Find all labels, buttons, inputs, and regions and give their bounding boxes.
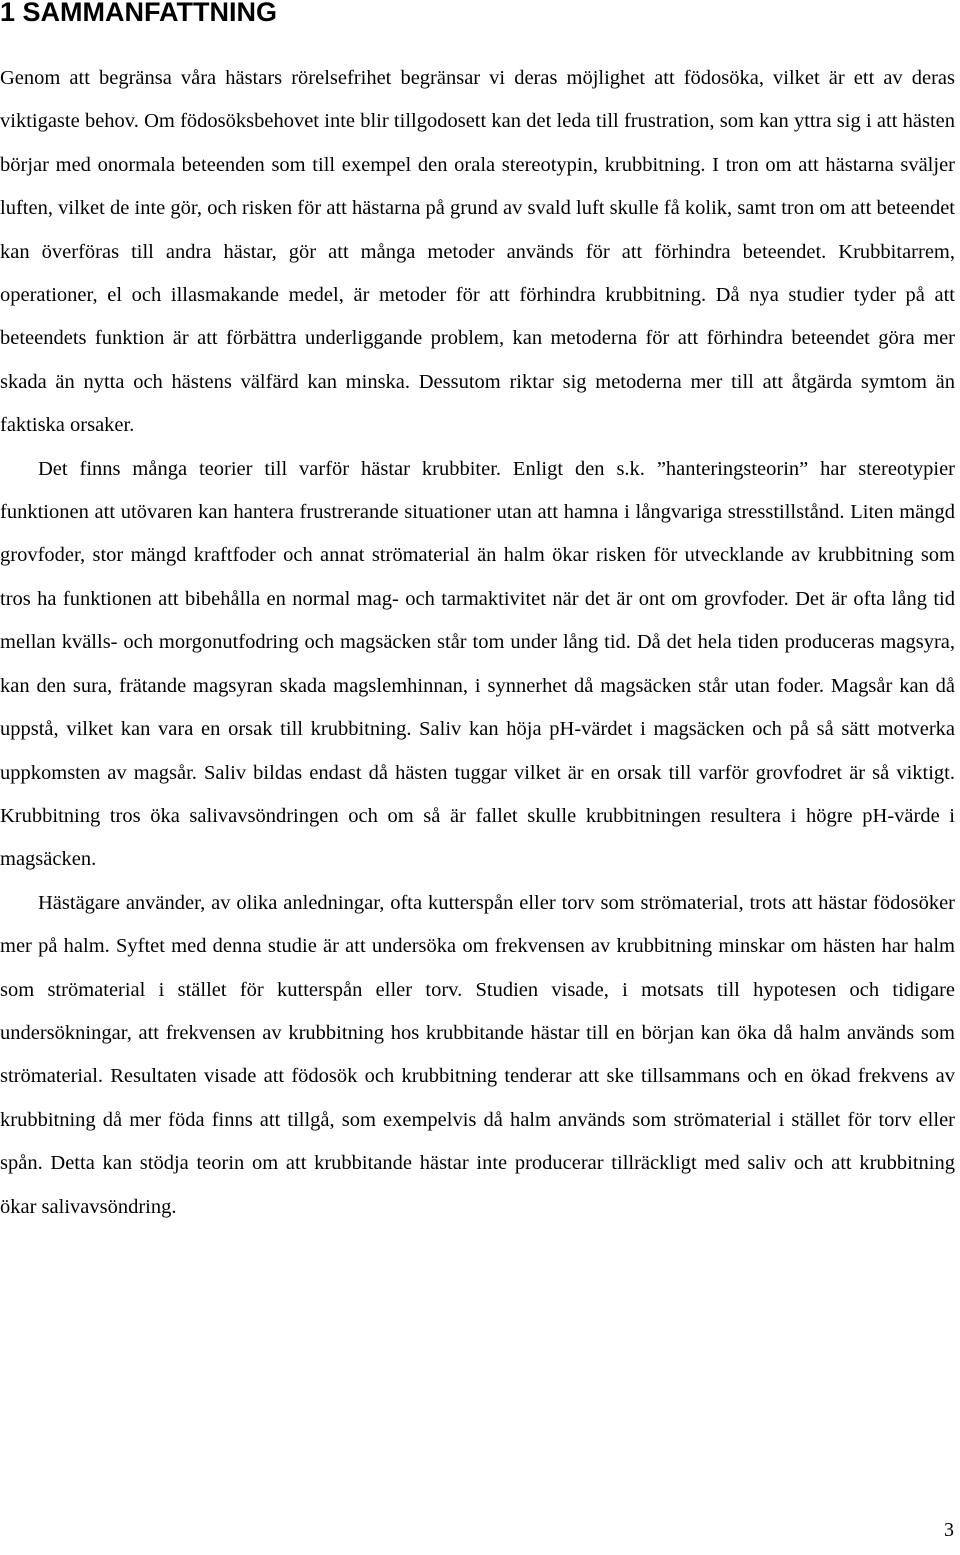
paragraph-3: Hästägare använder, av olika anledningar, ofta kutterspån eller torv som strömaterial, trots att hästar födosöker mer på halm. Syftet med denna studie är att undersöka om frekvensen av krubbitning minskar om hästen har halm som strömaterial i stället för kutterspån eller torv. Studien visade, i motsats till hypotesen och tidigare undersökningar, att frekvensen av krubbitning hos krubbitande hästar till en början kan öka då halm används som strömaterial. Resultaten visade att födosök och krubbitning tenderar att ske tillsammans och en ökad frekvens av krubbitning då mer föda finns att tillgå, som exempelvis då halm används som strömaterial i stället för torv eller spån. Detta kan stödja teorin om att krubbitande hästar inte producerar tillräckligt med saliv och att krubbitning ökar salivavsöndring. (0, 891, 955, 1218)
section-heading: 1 SAMMANFATTNING (0, 0, 277, 27)
page-number: 3 (944, 1519, 954, 1541)
paragraph-2: Det finns många teorier till varför hästar krubbiter. Enligt den s.k. ”hanteringsteorin” har stereotypier funktionen att utövaren kan hantera frustrerande situationer utan att hamna i långvariga stresstillstånd. Liten mängd grovfoder, stor mängd kraftfoder och annat strömaterial än halm ökar risken för utvecklande av krubbitning som tros ha funktionen att bibehålla en normal mag- och tarmaktivitet när det är ont om grovfoder. Det är ofta lång tid mellan kvälls- och morgonutfodring och magsäcken står tom under lång tid. Då det hela tiden produceras magsyra, kan den sura, frätande magsyran skada magslemhinnan, i synnerhet då magsäcken står utan foder. Magsår kan då uppstå, vilket kan vara en orsak till krubbitning. Saliv kan höja pH-värdet i magsäcken och på så sätt motverka uppkomsten av magsår. Saliv bildas endast då hästen tuggar vilket är en orsak till varför grovfodret är så viktigt. Krubbitning tros öka salivavsöndringen och om så är fallet skulle krubbitningen resultera i högre pH-värde i magsäcken. (0, 457, 955, 871)
summary-body (0, 57, 955, 1229)
paragraph-1: Genom att begränsa våra hästars rörelsefrihet begränsar vi deras möjlighet att födosöka, vilket är ett av deras viktigaste behov. Om födosöksbehovet inte blir tillgodosett kan det leda till frustration, som kan yttra sig i att hästen börjar med onormala beteenden som till exempel den orala stereotypin, krubbitning. I tron om att hästarna sväljer luften, vilket de inte gör, och risken för att hästarna på grund av svald luft skulle få kolik, samt tron om att beteendet kan överföras till andra hästar, gör att många metoder används för att förhindra beteendet. Krubbitarrem, operationer, el och illasmakande medel, är metoder för att förhindra krubbitning. Då nya studier tyder på att beteendets funktion är att förbättra underliggande problem, kan metoderna för att förhindra beteendet göra mer skada än nytta och hästens välfärd kan minska. Dessutom riktar sig metoderna mer till att åtgärda symtom än faktiska orsaker. (0, 67, 955, 437)
